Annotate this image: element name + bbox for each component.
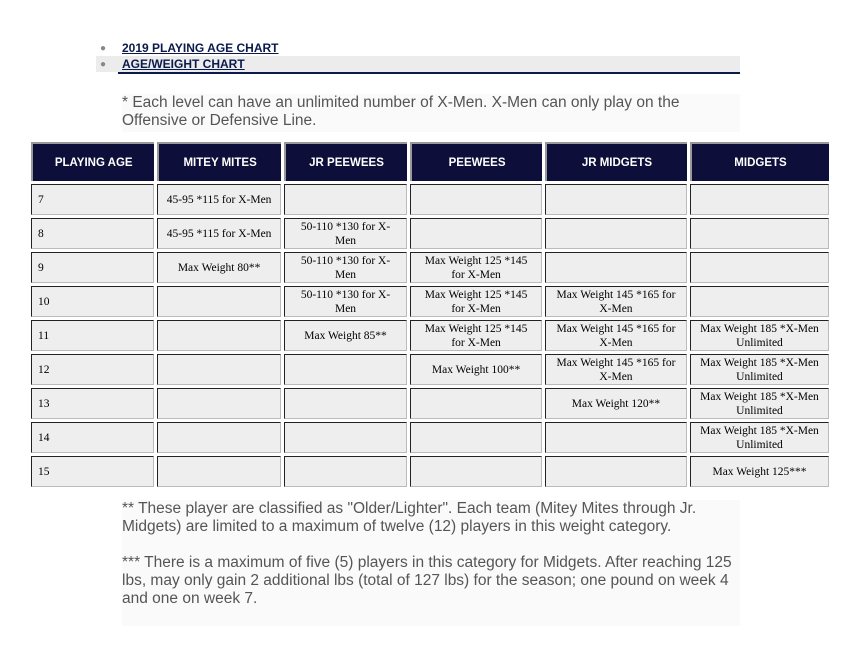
divider: [118, 72, 740, 74]
cell-midgets: Max Weight 185 *X-Men Unlimited: [690, 422, 829, 453]
cell-mitey-mites: [157, 388, 280, 419]
cell-mitey-mites: Max Weight 80**: [157, 252, 280, 283]
cell-mitey-mites: 45-95 *115 for X-Men: [157, 184, 280, 215]
cell-peewees: [410, 388, 542, 419]
cell-jr-peewees: Max Weight 85**: [284, 320, 407, 351]
cell-peewees: Max Weight 125 *145 for X-Men: [410, 286, 542, 317]
cell-jr-midgets: Max Weight 145 *165 for X-Men: [545, 286, 687, 317]
cell-age: 14: [31, 422, 154, 453]
table-row: [31, 422, 829, 453]
cell-midgets: Max Weight 185 *X-Men Unlimited: [690, 320, 829, 351]
cell-peewees: [410, 456, 542, 487]
cell-mitey-mites: [157, 422, 280, 453]
cell-peewees: Max Weight 125 *145 for X-Men: [410, 320, 542, 351]
table-row: [31, 252, 829, 283]
cell-peewees: Max Weight 125 *145 for X-Men: [410, 252, 542, 283]
cell-peewees: [410, 184, 542, 215]
cell-age: 13: [31, 388, 154, 419]
cell-midgets: [690, 184, 829, 215]
cell-jr-peewees: [284, 388, 407, 419]
cell-jr-midgets: [545, 252, 687, 283]
cell-jr-midgets: Max Weight 120**: [545, 388, 687, 419]
cell-age: 7: [31, 184, 154, 215]
playing-age-chart-link[interactable]: 2019 PLAYING AGE CHART: [122, 41, 279, 55]
cell-age: 10: [31, 286, 154, 317]
cell-age: 9: [31, 252, 154, 283]
age-weight-table: [28, 139, 832, 490]
cell-peewees: Max Weight 100**: [410, 354, 542, 385]
cell-jr-midgets: Max Weight 145 *165 for X-Men: [545, 320, 687, 351]
nav-item-playing-age-chart: [96, 40, 740, 56]
cell-jr-peewees: 50-110 *130 for X-Men: [284, 286, 407, 317]
table-row: [31, 354, 829, 385]
cell-age: 11: [31, 320, 154, 351]
cell-midgets: [690, 252, 829, 283]
cell-age: 8: [31, 218, 154, 249]
cell-peewees: [410, 218, 542, 249]
table-row: [31, 286, 829, 317]
cell-midgets: Max Weight 185 *X-Men Unlimited: [690, 354, 829, 385]
cell-midgets: Max Weight 125***: [690, 456, 829, 487]
cell-jr-midgets: [545, 422, 687, 453]
midgets-max-note: *** There is a maximum of five (5) players in this category for Midgets. After reaching 125 lbs, may only gain 2 additional lbs (total of 127 lbs) for the season; one pound on week 4 and one on week 7.: [122, 554, 732, 607]
cell-mitey-mites: [157, 456, 280, 487]
header-jr-peewees: JR PEEWEES: [284, 142, 407, 181]
cell-jr-peewees: [284, 456, 407, 487]
header-midgets: MIDGETS: [690, 142, 829, 181]
cell-mitey-mites: 45-95 *115 for X-Men: [157, 218, 280, 249]
nav-item-age-weight-chart: [96, 56, 740, 72]
header-mitey-mites: MITEY MITES: [157, 142, 280, 181]
cell-jr-midgets: [545, 218, 687, 249]
cell-jr-midgets: Max Weight 145 *165 for X-Men: [545, 354, 687, 385]
cell-midgets: [690, 286, 829, 317]
cell-jr-peewees: [284, 422, 407, 453]
age-weight-chart-link[interactable]: AGE/WEIGHT CHART: [122, 57, 245, 71]
header-peewees: PEEWEES: [410, 142, 542, 181]
cell-jr-peewees: 50-110 *130 for X-Men: [284, 252, 407, 283]
cell-jr-peewees: [284, 354, 407, 385]
cell-mitey-mites: [157, 320, 280, 351]
cell-peewees: [410, 422, 542, 453]
bullet-icon: ●: [100, 42, 107, 54]
cell-age: 15: [31, 456, 154, 487]
bullet-icon: ●: [100, 58, 107, 70]
older-lighter-note: ** These player are classified as "Older/Lighter". Each team (Mitey Mites through Jr. Midgets) are limited to a maximum of twelve (12) players in this weight category.: [122, 500, 697, 535]
cell-jr-peewees: 50-110 *130 for X-Men: [284, 218, 407, 249]
cell-midgets: Max Weight 185 *X-Men Unlimited: [690, 388, 829, 419]
nav-list: [96, 40, 740, 74]
table-row: [31, 320, 829, 351]
table-row: [31, 218, 829, 249]
cell-jr-peewees: [284, 184, 407, 215]
footnotes: [122, 500, 740, 626]
table-header-row: [31, 142, 829, 181]
header-jr-midgets: JR MIDGETS: [545, 142, 687, 181]
cell-age: 12: [31, 354, 154, 385]
table-row: [31, 456, 829, 487]
cell-mitey-mites: [157, 286, 280, 317]
table-row: [31, 184, 829, 215]
cell-midgets: [690, 218, 829, 249]
table-row: [31, 388, 829, 419]
cell-jr-midgets: [545, 456, 687, 487]
x-men-note: * Each level can have an unlimited number of X-Men. X-Men can only play on the Offensive or Defensive Line.: [122, 94, 740, 132]
header-playing-age: PLAYING AGE: [31, 142, 154, 181]
cell-mitey-mites: [157, 354, 280, 385]
cell-jr-midgets: [545, 184, 687, 215]
